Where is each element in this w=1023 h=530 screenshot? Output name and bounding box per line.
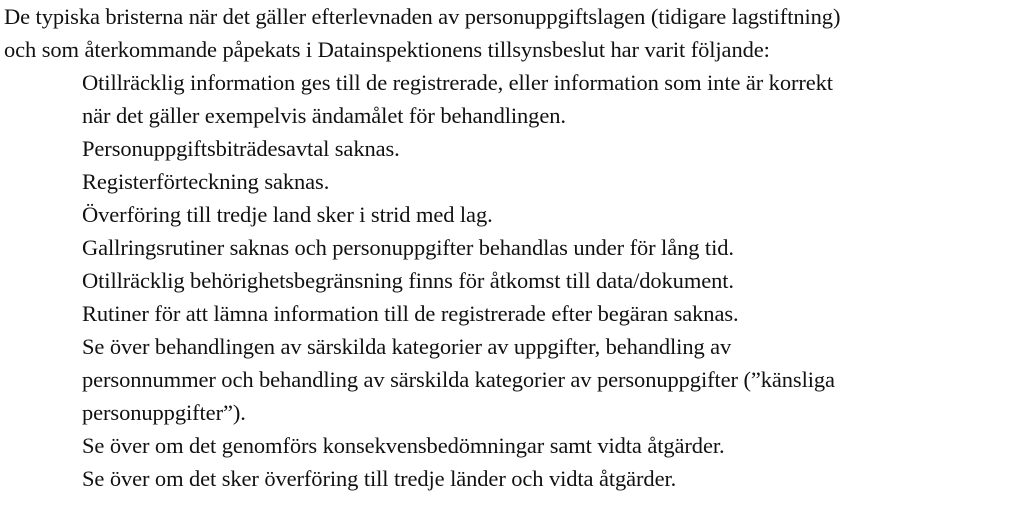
list-item-line: personuppgifter”). <box>82 400 246 425</box>
list-item-line: Se över om det genomförs konsekvensbedömningar samt vidta åtgärder. <box>82 433 725 458</box>
list-item <box>82 66 1012 132</box>
list-item-line: Gallringsrutiner saknas och personuppgifter behandlas under för lång tid. <box>82 235 734 260</box>
list-item <box>82 330 1012 429</box>
list-item-line: Otillräcklig behörighetsbegränsning finns för åtkomst till data/dokument. <box>82 268 734 293</box>
list-item-line: Otillräcklig information ges till de registrerade, eller information som inte är korrekt <box>82 70 833 95</box>
list-item <box>82 198 1012 231</box>
list-item-line: när det gäller exempelvis ändamålet för behandlingen. <box>82 103 566 128</box>
list-item-line: Se över om det sker överföring till tredje länder och vidta åtgärder. <box>82 466 677 491</box>
deficiency-list <box>82 66 1012 495</box>
intro-line: De typiska bristerna när det gäller efterlevnaden av personuppgiftslagen (tidigare lagstiftning) <box>4 4 841 29</box>
list-item <box>82 462 1012 495</box>
list-item-line: personnummer och behandling av särskilda kategorier av personuppgifter (”känsliga <box>82 367 835 392</box>
list-item-line: Överföring till tredje land sker i strid med lag. <box>82 202 493 227</box>
list-item-line: Se över behandlingen av särskilda kategorier av uppgifter, behandling av <box>82 334 732 359</box>
list-item <box>82 429 1012 462</box>
list-item <box>82 264 1012 297</box>
list-item-line: Personuppgiftsbiträdesavtal saknas. <box>82 136 400 161</box>
list-item-line: Registerförteckning saknas. <box>82 169 330 194</box>
list-item-line: Rutiner för att lämna information till de registrerade efter begäran saknas. <box>82 301 739 326</box>
intro-line: och som återkommande påpekats i Datainspektionens tillsynsbeslut har varit följande: <box>4 37 770 62</box>
list-item <box>82 165 1012 198</box>
list-item <box>82 132 1012 165</box>
list-item <box>82 231 1012 264</box>
intro-paragraph <box>4 0 1020 66</box>
list-item <box>82 297 1012 330</box>
